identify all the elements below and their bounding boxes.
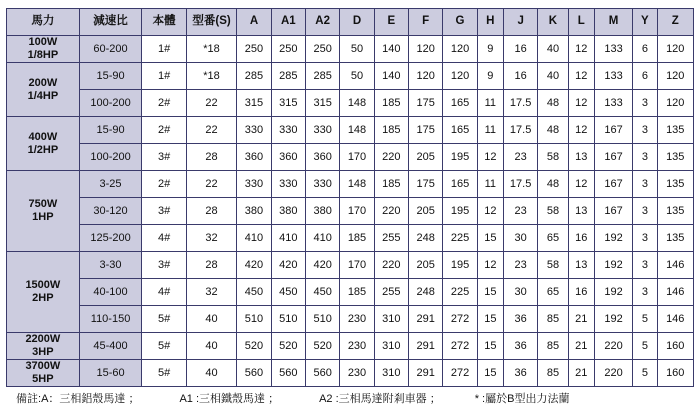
cell-a2: 560 bbox=[305, 360, 339, 387]
cell-m: 133 bbox=[594, 36, 632, 63]
cell-g: 225 bbox=[443, 225, 477, 252]
column-header-d: D bbox=[340, 9, 374, 36]
cell-a1: 560 bbox=[271, 360, 305, 387]
cell-m: 133 bbox=[594, 63, 632, 90]
cell-model: 32 bbox=[186, 279, 237, 306]
cell-body: 5# bbox=[142, 360, 186, 387]
cell-l: 13 bbox=[568, 144, 594, 171]
cell-d: 185 bbox=[340, 279, 374, 306]
cell-k: 48 bbox=[538, 171, 568, 198]
cell-f: 175 bbox=[409, 117, 443, 144]
cell-y: 5 bbox=[633, 360, 657, 387]
cell-body: 4# bbox=[142, 225, 186, 252]
cell-k: 48 bbox=[538, 90, 568, 117]
cell-m: 220 bbox=[594, 360, 632, 387]
cell-m: 192 bbox=[594, 306, 632, 333]
cell-e: 255 bbox=[374, 279, 408, 306]
table-row bbox=[7, 198, 694, 225]
cell-a1: 330 bbox=[271, 171, 305, 198]
table-row bbox=[7, 63, 694, 90]
cell-f: 205 bbox=[409, 252, 443, 279]
cell-m: 220 bbox=[594, 333, 632, 360]
cell-f: 248 bbox=[409, 279, 443, 306]
cell-a: 360 bbox=[237, 144, 271, 171]
cell-a1: 410 bbox=[271, 225, 305, 252]
cell-a2: 315 bbox=[305, 90, 339, 117]
cell-a2: 380 bbox=[305, 198, 339, 225]
cell-h: 11 bbox=[477, 171, 503, 198]
cell-l: 21 bbox=[568, 306, 594, 333]
cell-a: 330 bbox=[237, 117, 271, 144]
cell-y: 3 bbox=[633, 198, 657, 225]
cell-h: 9 bbox=[477, 36, 503, 63]
cell-j: 23 bbox=[503, 198, 537, 225]
cell-a2: 510 bbox=[305, 306, 339, 333]
cell-a1: 285 bbox=[271, 63, 305, 90]
cell-body: 3# bbox=[142, 252, 186, 279]
cell-z: 120 bbox=[657, 36, 694, 63]
cell-l: 12 bbox=[568, 171, 594, 198]
cell-body: 5# bbox=[142, 306, 186, 333]
cell-d: 148 bbox=[340, 171, 374, 198]
cell-g: 120 bbox=[443, 36, 477, 63]
cell-d: 50 bbox=[340, 63, 374, 90]
cell-a2: 250 bbox=[305, 36, 339, 63]
column-header-model: 型番(S) bbox=[186, 9, 237, 36]
cell-j: 17.5 bbox=[503, 90, 537, 117]
table-row bbox=[7, 252, 694, 279]
motor-spec-table bbox=[6, 8, 694, 387]
cell-a1: 510 bbox=[271, 306, 305, 333]
cell-l: 12 bbox=[568, 63, 594, 90]
cell-power: 200W 1/4HP bbox=[7, 63, 80, 117]
cell-f: 120 bbox=[409, 63, 443, 90]
cell-m: 133 bbox=[594, 90, 632, 117]
cell-h: 15 bbox=[477, 333, 503, 360]
cell-a: 420 bbox=[237, 252, 271, 279]
cell-power: 2200W 3HP bbox=[7, 333, 80, 360]
cell-g: 195 bbox=[443, 252, 477, 279]
cell-a2: 420 bbox=[305, 252, 339, 279]
cell-e: 310 bbox=[374, 306, 408, 333]
table-row bbox=[7, 360, 694, 387]
cell-model: *18 bbox=[186, 63, 237, 90]
cell-a2: 520 bbox=[305, 333, 339, 360]
column-header-h: H bbox=[477, 9, 503, 36]
table-header-row bbox=[7, 9, 694, 36]
cell-j: 16 bbox=[503, 36, 537, 63]
column-header-a2: A2 bbox=[305, 9, 339, 36]
cell-f: 120 bbox=[409, 36, 443, 63]
table-row bbox=[7, 117, 694, 144]
cell-j: 36 bbox=[503, 333, 537, 360]
cell-e: 140 bbox=[374, 63, 408, 90]
table-row bbox=[7, 36, 694, 63]
cell-g: 165 bbox=[443, 171, 477, 198]
cell-y: 3 bbox=[633, 117, 657, 144]
cell-g: 195 bbox=[443, 198, 477, 225]
cell-a1: 250 bbox=[271, 36, 305, 63]
cell-a: 410 bbox=[237, 225, 271, 252]
cell-y: 6 bbox=[633, 36, 657, 63]
cell-k: 85 bbox=[538, 333, 568, 360]
cell-g: 272 bbox=[443, 306, 477, 333]
cell-j: 16 bbox=[503, 63, 537, 90]
cell-a2: 410 bbox=[305, 225, 339, 252]
cell-m: 167 bbox=[594, 117, 632, 144]
cell-power: 3700W 5HP bbox=[7, 360, 80, 387]
cell-d: 148 bbox=[340, 90, 374, 117]
cell-m: 192 bbox=[594, 225, 632, 252]
cell-ratio: 125-200 bbox=[79, 225, 142, 252]
cell-z: 135 bbox=[657, 144, 694, 171]
cell-power: 100W 1/8HP bbox=[7, 36, 80, 63]
cell-z: 146 bbox=[657, 279, 694, 306]
cell-ratio: 15-90 bbox=[79, 63, 142, 90]
footnote-label: 備註: bbox=[16, 393, 42, 405]
cell-h: 15 bbox=[477, 306, 503, 333]
cell-a2: 330 bbox=[305, 117, 339, 144]
cell-model: 40 bbox=[186, 333, 237, 360]
cell-l: 13 bbox=[568, 252, 594, 279]
cell-y: 3 bbox=[633, 252, 657, 279]
table-row bbox=[7, 306, 694, 333]
cell-model: 40 bbox=[186, 360, 237, 387]
column-header-e: E bbox=[374, 9, 408, 36]
cell-z: 120 bbox=[657, 90, 694, 117]
cell-j: 17.5 bbox=[503, 117, 537, 144]
cell-h: 15 bbox=[477, 279, 503, 306]
cell-y: 5 bbox=[633, 333, 657, 360]
cell-f: 291 bbox=[409, 306, 443, 333]
cell-a1: 520 bbox=[271, 333, 305, 360]
cell-y: 6 bbox=[633, 63, 657, 90]
cell-a1: 315 bbox=[271, 90, 305, 117]
cell-k: 48 bbox=[538, 117, 568, 144]
cell-ratio: 100-200 bbox=[79, 90, 142, 117]
cell-y: 3 bbox=[633, 144, 657, 171]
cell-a: 380 bbox=[237, 198, 271, 225]
cell-model: 40 bbox=[186, 306, 237, 333]
cell-power: 1500W 2HP bbox=[7, 252, 80, 333]
table-row bbox=[7, 171, 694, 198]
cell-body: 4# bbox=[142, 279, 186, 306]
cell-power: 400W 1/2HP bbox=[7, 117, 80, 171]
cell-k: 85 bbox=[538, 306, 568, 333]
cell-j: 36 bbox=[503, 306, 537, 333]
cell-h: 15 bbox=[477, 360, 503, 387]
cell-model: 28 bbox=[186, 252, 237, 279]
cell-body: 1# bbox=[142, 63, 186, 90]
cell-j: 36 bbox=[503, 360, 537, 387]
cell-power: 750W 1HP bbox=[7, 171, 80, 252]
cell-ratio: 15-60 bbox=[79, 360, 142, 387]
cell-h: 12 bbox=[477, 198, 503, 225]
cell-ratio: 3-30 bbox=[79, 252, 142, 279]
cell-a: 510 bbox=[237, 306, 271, 333]
cell-m: 167 bbox=[594, 198, 632, 225]
cell-e: 310 bbox=[374, 360, 408, 387]
table-row bbox=[7, 90, 694, 117]
cell-k: 65 bbox=[538, 225, 568, 252]
cell-l: 21 bbox=[568, 333, 594, 360]
footnote-item-a2: A2 :三相馬達附剎車器 ； bbox=[319, 393, 441, 405]
table-body bbox=[7, 36, 694, 387]
cell-l: 12 bbox=[568, 90, 594, 117]
cell-y: 3 bbox=[633, 171, 657, 198]
cell-h: 12 bbox=[477, 144, 503, 171]
cell-d: 230 bbox=[340, 333, 374, 360]
cell-j: 23 bbox=[503, 252, 537, 279]
cell-j: 17.5 bbox=[503, 171, 537, 198]
cell-d: 170 bbox=[340, 252, 374, 279]
cell-j: 23 bbox=[503, 144, 537, 171]
cell-z: 146 bbox=[657, 252, 694, 279]
column-header-g: G bbox=[443, 9, 477, 36]
cell-d: 148 bbox=[340, 117, 374, 144]
cell-f: 205 bbox=[409, 144, 443, 171]
column-header-z: Z bbox=[657, 9, 694, 36]
cell-k: 58 bbox=[538, 198, 568, 225]
cell-y: 5 bbox=[633, 306, 657, 333]
cell-z: 135 bbox=[657, 225, 694, 252]
cell-f: 248 bbox=[409, 225, 443, 252]
column-header-a1: A1 bbox=[271, 9, 305, 36]
cell-a1: 420 bbox=[271, 252, 305, 279]
cell-ratio: 60-200 bbox=[79, 36, 142, 63]
cell-g: 195 bbox=[443, 144, 477, 171]
cell-model: 22 bbox=[186, 171, 237, 198]
cell-e: 220 bbox=[374, 252, 408, 279]
table-row bbox=[7, 225, 694, 252]
footnote-item-star: * :屬於B型出力法蘭 bbox=[474, 393, 570, 405]
cell-e: 220 bbox=[374, 198, 408, 225]
cell-ratio: 45-400 bbox=[79, 333, 142, 360]
column-header-k: K bbox=[538, 9, 568, 36]
footnote-item-a1: A1 :三相鐵殼馬達 ； bbox=[179, 393, 280, 405]
cell-z: 135 bbox=[657, 171, 694, 198]
cell-z: 120 bbox=[657, 63, 694, 90]
table-head-tr bbox=[7, 9, 694, 36]
cell-l: 16 bbox=[568, 279, 594, 306]
cell-model: 28 bbox=[186, 198, 237, 225]
cell-m: 167 bbox=[594, 171, 632, 198]
cell-l: 21 bbox=[568, 360, 594, 387]
table-row bbox=[7, 279, 694, 306]
cell-k: 65 bbox=[538, 279, 568, 306]
cell-d: 170 bbox=[340, 144, 374, 171]
column-header-j: J bbox=[503, 9, 537, 36]
cell-a2: 360 bbox=[305, 144, 339, 171]
cell-g: 165 bbox=[443, 90, 477, 117]
cell-k: 58 bbox=[538, 252, 568, 279]
cell-a2: 285 bbox=[305, 63, 339, 90]
cell-a: 330 bbox=[237, 171, 271, 198]
table-row bbox=[7, 144, 694, 171]
cell-e: 310 bbox=[374, 333, 408, 360]
cell-l: 12 bbox=[568, 36, 594, 63]
cell-z: 135 bbox=[657, 198, 694, 225]
cell-d: 185 bbox=[340, 225, 374, 252]
column-header-power: 馬力 bbox=[7, 9, 80, 36]
cell-d: 170 bbox=[340, 198, 374, 225]
cell-l: 12 bbox=[568, 117, 594, 144]
cell-body: 2# bbox=[142, 117, 186, 144]
column-header-l: L bbox=[568, 9, 594, 36]
cell-model: 28 bbox=[186, 144, 237, 171]
cell-a1: 360 bbox=[271, 144, 305, 171]
cell-a1: 330 bbox=[271, 117, 305, 144]
footnote-label-and-a bbox=[16, 390, 139, 406]
footnote-item-a: A：三相鋁殼馬達 ； bbox=[41, 393, 140, 405]
cell-a1: 380 bbox=[271, 198, 305, 225]
cell-g: 272 bbox=[443, 360, 477, 387]
cell-h: 11 bbox=[477, 117, 503, 144]
cell-k: 40 bbox=[538, 63, 568, 90]
cell-e: 185 bbox=[374, 90, 408, 117]
cell-a: 560 bbox=[237, 360, 271, 387]
cell-f: 205 bbox=[409, 198, 443, 225]
cell-f: 291 bbox=[409, 333, 443, 360]
cell-ratio: 30-120 bbox=[79, 198, 142, 225]
cell-f: 175 bbox=[409, 171, 443, 198]
table-footnote bbox=[16, 390, 569, 406]
cell-m: 167 bbox=[594, 144, 632, 171]
cell-model: 22 bbox=[186, 117, 237, 144]
cell-e: 185 bbox=[374, 171, 408, 198]
table-row bbox=[7, 333, 694, 360]
cell-a: 285 bbox=[237, 63, 271, 90]
cell-d: 230 bbox=[340, 306, 374, 333]
cell-g: 225 bbox=[443, 279, 477, 306]
cell-model: 22 bbox=[186, 90, 237, 117]
cell-e: 220 bbox=[374, 144, 408, 171]
cell-model: 32 bbox=[186, 225, 237, 252]
column-header-m: M bbox=[594, 9, 632, 36]
cell-ratio: 3-25 bbox=[79, 171, 142, 198]
cell-h: 12 bbox=[477, 252, 503, 279]
cell-k: 58 bbox=[538, 144, 568, 171]
cell-j: 30 bbox=[503, 225, 537, 252]
cell-a: 315 bbox=[237, 90, 271, 117]
cell-body: 1# bbox=[142, 36, 186, 63]
cell-f: 175 bbox=[409, 90, 443, 117]
cell-body: 3# bbox=[142, 198, 186, 225]
cell-f: 291 bbox=[409, 360, 443, 387]
cell-e: 255 bbox=[374, 225, 408, 252]
cell-a2: 330 bbox=[305, 171, 339, 198]
cell-y: 3 bbox=[633, 279, 657, 306]
cell-g: 165 bbox=[443, 117, 477, 144]
cell-ratio: 100-200 bbox=[79, 144, 142, 171]
cell-a: 450 bbox=[237, 279, 271, 306]
cell-k: 85 bbox=[538, 360, 568, 387]
cell-z: 160 bbox=[657, 333, 694, 360]
cell-m: 192 bbox=[594, 252, 632, 279]
cell-a2: 450 bbox=[305, 279, 339, 306]
cell-a1: 450 bbox=[271, 279, 305, 306]
cell-y: 3 bbox=[633, 225, 657, 252]
column-header-f: F bbox=[409, 9, 443, 36]
cell-body: 2# bbox=[142, 171, 186, 198]
cell-l: 16 bbox=[568, 225, 594, 252]
cell-d: 230 bbox=[340, 360, 374, 387]
column-header-body: 本體 bbox=[142, 9, 186, 36]
cell-body: 2# bbox=[142, 90, 186, 117]
cell-g: 120 bbox=[443, 63, 477, 90]
column-header-ratio: 減速比 bbox=[79, 9, 142, 36]
cell-z: 146 bbox=[657, 306, 694, 333]
cell-k: 40 bbox=[538, 36, 568, 63]
cell-ratio: 40-100 bbox=[79, 279, 142, 306]
cell-h: 9 bbox=[477, 63, 503, 90]
cell-ratio: 110-150 bbox=[79, 306, 142, 333]
cell-j: 30 bbox=[503, 279, 537, 306]
cell-h: 15 bbox=[477, 225, 503, 252]
cell-body: 3# bbox=[142, 144, 186, 171]
cell-y: 3 bbox=[633, 90, 657, 117]
cell-z: 135 bbox=[657, 117, 694, 144]
cell-a: 520 bbox=[237, 333, 271, 360]
cell-m: 192 bbox=[594, 279, 632, 306]
cell-d: 50 bbox=[340, 36, 374, 63]
cell-ratio: 15-90 bbox=[79, 117, 142, 144]
cell-g: 272 bbox=[443, 333, 477, 360]
cell-e: 140 bbox=[374, 36, 408, 63]
cell-body: 5# bbox=[142, 333, 186, 360]
column-header-y: Y bbox=[633, 9, 657, 36]
cell-model: *18 bbox=[186, 36, 237, 63]
column-header-a: A bbox=[237, 9, 271, 36]
cell-a: 250 bbox=[237, 36, 271, 63]
cell-l: 13 bbox=[568, 198, 594, 225]
cell-z: 160 bbox=[657, 360, 694, 387]
cell-h: 11 bbox=[477, 90, 503, 117]
cell-e: 185 bbox=[374, 117, 408, 144]
